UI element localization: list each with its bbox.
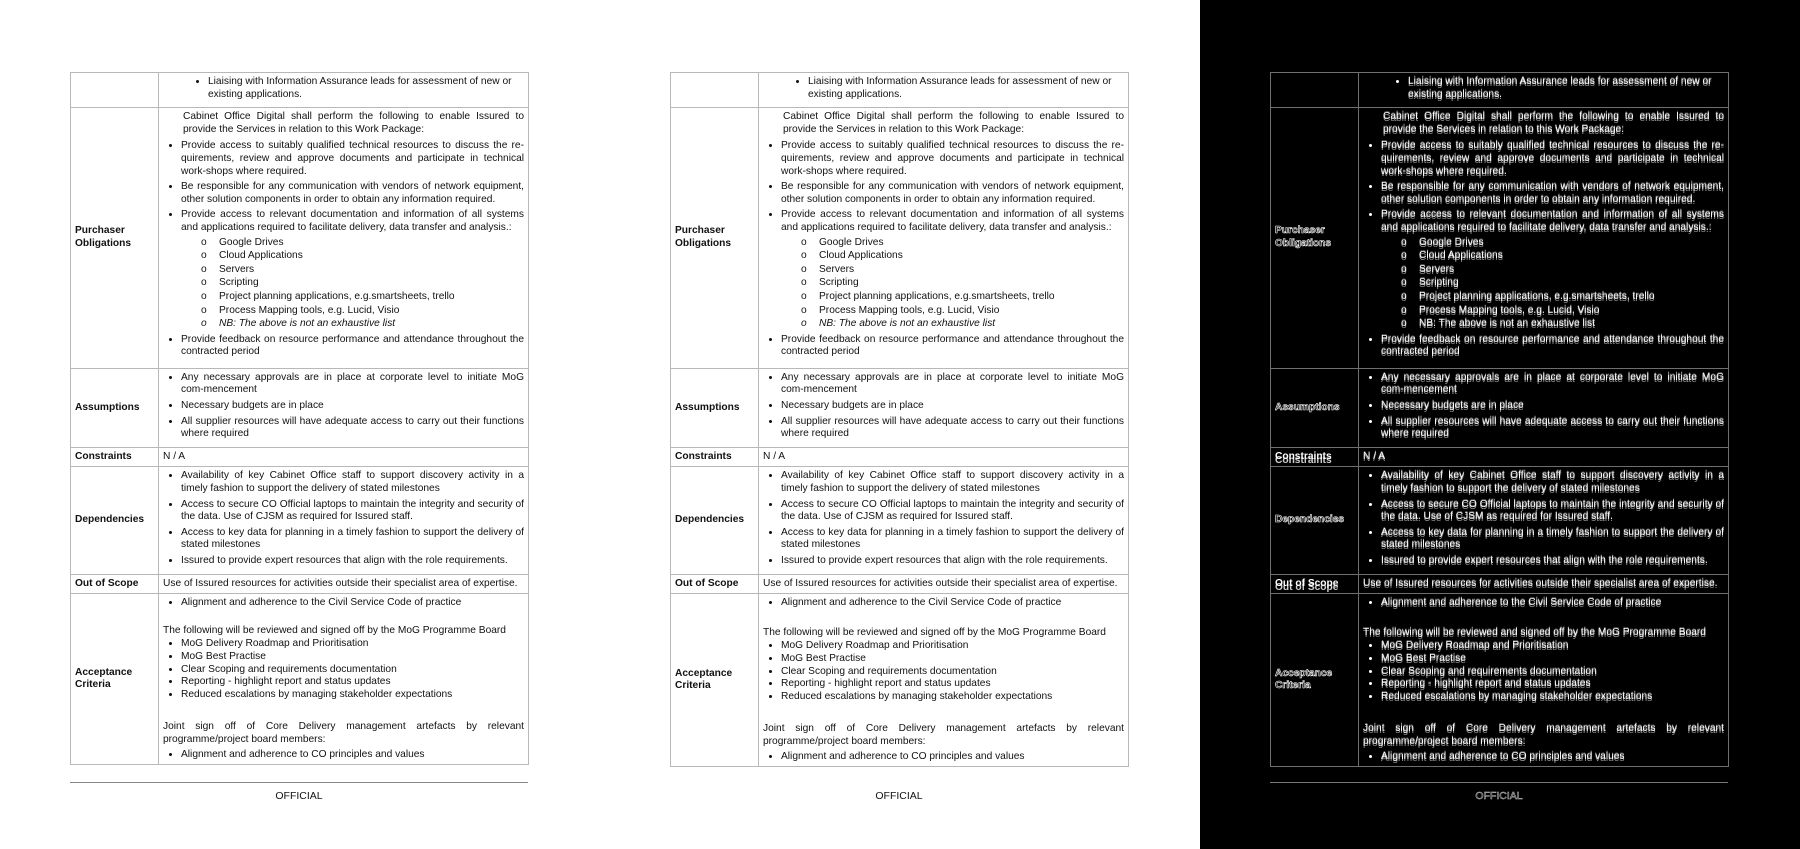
list-item: • Reporting - highlight report and status updates: [181, 676, 524, 689]
purchaser-intro: Cabinet Office Digital shall perform the following to enable Issured to provide the Services in relation to this Work Package:: [1383, 111, 1724, 135]
row-label-dependencies: Dependencies: [1271, 467, 1359, 574]
list-item: • Provide access to suitably qualified technical resources to discuss the re-quirements, review and approve documents and participate in technical work-shops where required.: [1381, 140, 1724, 178]
row-label-constraints: Constraints: [1271, 447, 1359, 467]
table-row: [671, 108, 1129, 369]
sub-list-item: o Project planning applications, e.g.smartsheets, trello: [201, 291, 524, 304]
list-item: • Access to secure CO Official laptops to maintain the integrity and security of the data. Use of CJSM as required for Issured staff.: [1381, 499, 1724, 524]
joint-sign-off: Joint sign off of Core Delivery management artefacts by relevant programme/project board members:: [163, 721, 524, 745]
list-item: • All supplier resources will have adequate access to carry out their functions where required: [1381, 416, 1724, 441]
list-item: • Provide access to relevant documentation and information of all systems and applications required to facilitate delivery, data transfer and analysis.: o Google Drives o Cloud Applications o Servers o Scripting o Project planning applications, e.g.smartsheets, trello o Process Mapping tools, e.g. Lucid, Visio o NB: The above is not an exhaustive list: [1381, 209, 1724, 330]
list-item: • Be responsible for any communication with vendors of network equipment, other solution components in order to obtain any information required.: [1381, 181, 1724, 206]
row-label-dependencies: Dependencies: [71, 467, 159, 574]
page-panel-overlay: [1200, 0, 1800, 849]
joint-sign-off: Joint sign off of Core Delivery management artefacts by relevant programme/project board members:: [763, 723, 1124, 747]
list-item: • Provide feedback on resource performance and attendance throughout the contracted period: [181, 334, 524, 359]
table-row: [1271, 467, 1729, 574]
sub-list-item: o Project planning applications, e.g.smartsheets, trello: [801, 291, 1124, 304]
list-item: • Access to key data for planning in a timely fashion to support the delivery of stated milestones: [781, 527, 1124, 552]
list-item: • Provide access to suitably qualified technical resources to discuss the re-quirements, review and approve documents and participate in technical work-shops where required.: [781, 140, 1124, 178]
sub-list-item: o Servers: [801, 264, 1124, 277]
out-of-scope-value: Use of Issured resources for activities outside their specialist area of expertise.: [759, 574, 1129, 594]
sub-list-item: o Google Drives: [801, 237, 1124, 250]
list-item: • Access to secure CO Official laptops to maintain the integrity and security of the data. Use of CJSM as required for Issured staff.: [781, 499, 1124, 524]
sub-list-item: o Process Mapping tools, e.g. Lucid, Visio: [1401, 305, 1724, 318]
list-item: • Provide access to relevant documentation and information of all systems and applications required to facilitate delivery, data transfer and analysis.: o Google Drives o Cloud Applications o Servers o Scripting o Project planning applications, e.g.smartsheets, trello o Process Mapping tools, e.g. Lucid, Visio o NB: The above is not an exhaustive list: [181, 209, 524, 330]
list-item: • Access to key data for planning in a timely fashion to support the delivery of stated milestones: [1381, 527, 1724, 552]
list-item: • Reduced escalations by managing stakeholder expectations: [781, 691, 1124, 704]
sub-list-item: o Scripting: [1401, 277, 1724, 290]
list-item: • Clear Scoping and requirements documentation: [181, 664, 524, 677]
row-label-purchaser: Purchaser Obligations: [1271, 108, 1359, 369]
list-item: • Liaising with Information Assurance leads for assessment of new or existing applications.: [1408, 76, 1724, 101]
table-row: [1271, 594, 1729, 767]
table-row: [71, 594, 529, 765]
list-item: • MoG Delivery Roadmap and Prioritisation: [181, 638, 524, 651]
list-item: • MoG Best Practise: [781, 653, 1124, 666]
sub-list-item: o Scripting: [201, 277, 524, 290]
joint-sign-off: Joint sign off of Core Delivery management artefacts by relevant programme/project board members:: [1363, 723, 1724, 747]
list-item: • Be responsible for any communication with vendors of network equipment, other solution components in order to obtain any information required.: [181, 181, 524, 206]
list-item: • Necessary budgets are in place: [1381, 400, 1724, 413]
sub-list-item: o Servers: [1401, 264, 1724, 277]
list-item: • Any necessary approvals are in place at corporate level to initiate MoG com-mencement: [1381, 372, 1724, 397]
row-label-out-of-scope: Out of Scope: [71, 574, 159, 594]
list-item: • MoG Delivery Roadmap and Prioritisation: [781, 640, 1124, 653]
work-package-table: [1270, 72, 1729, 767]
row-label-purchaser: Purchaser Obligations: [671, 108, 759, 369]
footer-classification: OFFICIAL: [875, 790, 923, 802]
list-item: • MoG Best Practise: [181, 651, 524, 664]
footer-classification: OFFICIAL: [275, 790, 323, 802]
out-of-scope-value: Use of Issured resources for activities outside their specialist area of expertise.: [159, 574, 529, 594]
list-item: • Reporting - highlight report and status updates: [781, 678, 1124, 691]
sub-list-item: o NB: The above is not an exhaustive list: [201, 318, 524, 331]
purchaser-intro: Cabinet Office Digital shall perform the following to enable Issured to provide the Services in relation to this Work Package:: [183, 111, 524, 135]
table-row: [71, 108, 529, 369]
out-of-scope-value: Use of Issured resources for activities outside their specialist area of expertise.: [1359, 574, 1729, 594]
list-item: • All supplier resources will have adequate access to carry out their functions where required: [181, 416, 524, 441]
table-row: [71, 467, 529, 574]
list-item: • Issured to provide expert resources that align with the role requirements.: [781, 555, 1124, 568]
table-row: [1271, 108, 1729, 369]
work-package-table: [70, 72, 529, 765]
table-row: [1271, 574, 1729, 594]
list-item: • MoG Best Practise: [1381, 653, 1724, 666]
page-panel-original: [0, 0, 600, 849]
list-item: • Liaising with Information Assurance leads for assessment of new or existing applications.: [208, 76, 524, 101]
list-item: • Issured to provide expert resources that align with the role requirements.: [181, 555, 524, 568]
table-row: [671, 467, 1129, 574]
row-label-assumptions: Assumptions: [1271, 368, 1359, 447]
list-item: • Issured to provide expert resources that align with the role requirements.: [1381, 555, 1724, 568]
document-page: [0, 0, 600, 849]
list-item: • Be responsible for any communication with vendors of network equipment, other solution components in order to obtain any information required.: [781, 181, 1124, 206]
list-item: • Reporting - highlight report and status updates: [1381, 678, 1724, 691]
list-item: • Clear Scoping and requirements documentation: [781, 666, 1124, 679]
list-item: • Necessary budgets are in place: [181, 400, 524, 413]
list-item: • Alignment and adherence to CO principles and values: [1381, 751, 1724, 764]
sub-list-item: o Cloud Applications: [1401, 250, 1724, 263]
table-row: [671, 447, 1129, 467]
list-item: • Clear Scoping and requirements documentation: [1381, 666, 1724, 679]
list-item: • Any necessary approvals are in place at corporate level to initiate MoG com-mencement: [781, 372, 1124, 397]
footer-rule: [1270, 782, 1728, 783]
row-label-out-of-scope: Out of Scope: [1271, 574, 1359, 594]
sub-list-item: o Google Drives: [201, 237, 524, 250]
sub-list-item: o Process Mapping tools, e.g. Lucid, Visio: [801, 305, 1124, 318]
footer-classification: OFFICIAL: [1475, 790, 1523, 802]
table-row: [671, 368, 1129, 447]
sub-list-item: o Process Mapping tools, e.g. Lucid, Visio: [201, 305, 524, 318]
sub-list-item: o NB: The above is not an exhaustive list: [801, 318, 1124, 331]
list-item: • Access to key data for planning in a timely fashion to support the delivery of stated milestones: [181, 527, 524, 552]
board-intro: The following will be reviewed and signed off by the MoG Programme Board: [1363, 626, 1706, 638]
list-item: • Reduced escalations by managing stakeholder expectations: [1381, 691, 1724, 704]
table-row: [1271, 447, 1729, 467]
list-item: • Provide access to relevant documentation and information of all systems and applications required to facilitate delivery, data transfer and analysis.: o Google Drives o Cloud Applications o Servers o Scripting o Project planning applications, e.g.smartsheets, trello o Process Mapping tools, e.g. Lucid, Visio o NB: The above is not an exhaustive list: [781, 209, 1124, 330]
sub-list-item: o Google Drives: [1401, 237, 1724, 250]
list-item: • Reduced escalations by managing stakeholder expectations: [181, 689, 524, 702]
list-item: • Provide feedback on resource performance and attendance throughout the contracted period: [1381, 334, 1724, 359]
board-intro: The following will be reviewed and signed off by the MoG Programme Board: [763, 626, 1106, 638]
row-label-assumptions: Assumptions: [671, 368, 759, 447]
sub-list-item: o Servers: [201, 264, 524, 277]
row-label-constraints: Constraints: [671, 447, 759, 467]
table-row: [71, 574, 529, 594]
list-item: • Any necessary approvals are in place at corporate level to initiate MoG com-mencement: [181, 372, 524, 397]
table-row: [671, 574, 1129, 594]
row-label-constraints: Constraints: [71, 447, 159, 467]
table-row: [671, 73, 1129, 108]
list-item: • Alignment and adherence to the Civil Service Code of practice: [1381, 597, 1724, 610]
list-item: • Provide access to suitably qualified technical resources to discuss the re-quirements, review and approve documents and participate in technical work-shops where required.: [181, 140, 524, 178]
list-item: • Necessary budgets are in place: [781, 400, 1124, 413]
page-panel-rendered: [600, 0, 1200, 849]
table-row: [71, 73, 529, 108]
constraints-value: N / A: [1359, 447, 1729, 467]
row-label-purchaser: Purchaser Obligations: [71, 108, 159, 369]
table-row: [1271, 368, 1729, 447]
list-item: • Alignment and adherence to CO principles and values: [181, 749, 524, 762]
sub-list-item: o NB: The above is not an exhaustive list: [1401, 318, 1724, 331]
row-label-dependencies: Dependencies: [671, 467, 759, 574]
list-item: • Availability of key Cabinet Office staff to support discovery activity in a timely fashion to support the delivery of stated milestones: [181, 470, 524, 495]
document-page: [1200, 0, 1800, 849]
purchaser-intro: Cabinet Office Digital shall perform the following to enable Issured to provide the Services in relation to this Work Package:: [783, 111, 1124, 135]
list-item: • Availability of key Cabinet Office staff to support discovery activity in a timely fashion to support the delivery of stated milestones: [1381, 470, 1724, 495]
table-row: [71, 368, 529, 447]
list-item: • Access to secure CO Official laptops to maintain the integrity and security of the data. Use of CJSM as required for Issured staff.: [181, 499, 524, 524]
row-label-acceptance: Acceptance Criteria: [71, 594, 159, 765]
table-row: [71, 447, 529, 467]
row-label-out-of-scope: Out of Scope: [671, 574, 759, 594]
row-label-assumptions: Assumptions: [71, 368, 159, 447]
list-item: • All supplier resources will have adequate access to carry out their functions where required: [781, 416, 1124, 441]
sub-list-item: o Cloud Applications: [801, 250, 1124, 263]
footer-rule: [70, 782, 528, 783]
sub-list-item: o Cloud Applications: [201, 250, 524, 263]
table-row: [1271, 73, 1729, 108]
work-package-table: [670, 72, 1129, 767]
constraints-value: N / A: [759, 447, 1129, 467]
table-row: [671, 594, 1129, 767]
list-item: • Liaising with Information Assurance leads for assessment of new or existing applications.: [808, 76, 1124, 101]
sub-list-item: o Scripting: [801, 277, 1124, 290]
row-label-acceptance: Acceptance Criteria: [1271, 594, 1359, 767]
list-item: • Alignment and adherence to the Civil Service Code of practice: [181, 597, 524, 610]
list-item: • Availability of key Cabinet Office staff to support discovery activity in a timely fashion to support the delivery of stated milestones: [781, 470, 1124, 495]
list-item: • Alignment and adherence to the Civil Service Code of practice: [781, 597, 1124, 610]
list-item: • Alignment and adherence to CO principles and values: [781, 751, 1124, 764]
list-item: • MoG Delivery Roadmap and Prioritisation: [1381, 640, 1724, 653]
row-label-acceptance: Acceptance Criteria: [671, 594, 759, 767]
document-page: [600, 0, 1200, 849]
sub-list-item: o Project planning applications, e.g.smartsheets, trello: [1401, 291, 1724, 304]
list-item: • Provide feedback on resource performance and attendance throughout the contracted period: [781, 334, 1124, 359]
constraints-value: N / A: [159, 447, 529, 467]
board-intro: The following will be reviewed and signed off by the MoG Programme Board: [163, 624, 506, 636]
